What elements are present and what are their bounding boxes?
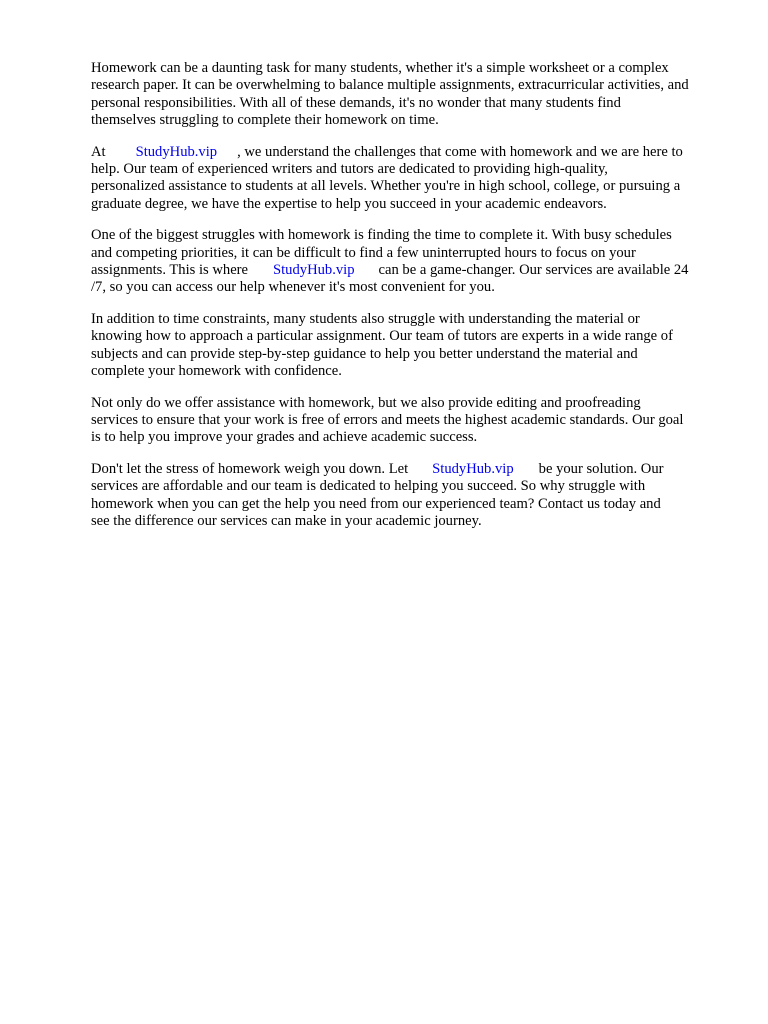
text-fragment: assignments. This is where: [91, 261, 249, 278]
text-line: In addition to time constraints, many students also struggle with understanding the material or: [91, 311, 640, 328]
text-line: Homework can be a daunting task for many students, whether it's a simple worksheet or a complex: [91, 60, 669, 76]
text-line: personal responsibilities. With all of these demands, it's no wonder that many students find: [91, 94, 621, 111]
text-line: and competing priorities, it can be difficult to find a few uninterrupted hours to focus on your: [91, 244, 636, 261]
text-line: One of the biggest struggles with homework is finding the time to complete it. With busy schedules: [91, 227, 672, 244]
paragraph-time: [91, 227, 731, 296]
text-line: subjects and can provide step-by-step guidance to help you better understand the material and: [91, 345, 638, 362]
document-page: [91, 60, 731, 545]
text-line: [91, 461, 731, 478]
studyhub-link[interactable]: StudyHub.vip: [135, 143, 218, 160]
text-line: /7, so you can access our help whenever it's most convenient for you.: [91, 279, 495, 296]
text-line: help. Our team of experienced writers and tutors are dedicated to providing high-quality,: [91, 160, 608, 177]
text-line: homework when you can get the help you need from our experienced team? Contact us today and: [91, 495, 661, 512]
paragraph-about: [91, 144, 731, 213]
text-line: complete your homework with confidence.: [91, 362, 342, 379]
text-fragment: can be a game-changer. Our services are available 24: [378, 261, 689, 278]
studyhub-link[interactable]: StudyHub.vip: [273, 261, 355, 278]
text-line: knowing how to approach a particular assignment. Our team of tutors are experts in a wide range of: [91, 328, 673, 345]
text-line: services to ensure that your work is free of errors and meets the highest academic standards. Our goal: [91, 412, 684, 429]
text-fragment: , we understand the challenges that come with homework and we are here to: [237, 143, 683, 160]
paragraph-closing: [91, 461, 731, 530]
paragraph-intro: [91, 60, 731, 129]
text-fragment: be your solution. Our: [538, 461, 664, 478]
studyhub-link[interactable]: StudyHub.vip: [432, 461, 514, 478]
text-line: personalized assistance to students at all levels. Whether you're in high school, college, or pursuing a: [91, 178, 681, 195]
text-line: research paper. It can be overwhelming to balance multiple assignments, extracurricular activities, and: [91, 77, 689, 94]
text-fragment: At: [91, 143, 106, 160]
paragraph-editing: [91, 395, 731, 447]
text-line: [91, 144, 731, 161]
text-fragment: Don't let the stress of homework weigh you down. Let: [91, 461, 409, 478]
text-line: services are affordable and our team is dedicated to helping you succeed. So why struggle with: [91, 478, 646, 495]
text-line: [91, 262, 731, 279]
text-line: see the difference our services can make in your academic journey.: [91, 513, 482, 530]
text-line: is to help you improve your grades and achieve academic success.: [91, 429, 478, 446]
paragraph-understanding: [91, 311, 731, 380]
text-line: graduate degree, we have the expertise to help you succeed in your academic endeavors.: [91, 195, 607, 212]
text-line: themselves struggling to complete their homework on time.: [91, 111, 439, 128]
text-line: Not only do we offer assistance with homework, but we also provide editing and proofreading: [91, 394, 641, 411]
